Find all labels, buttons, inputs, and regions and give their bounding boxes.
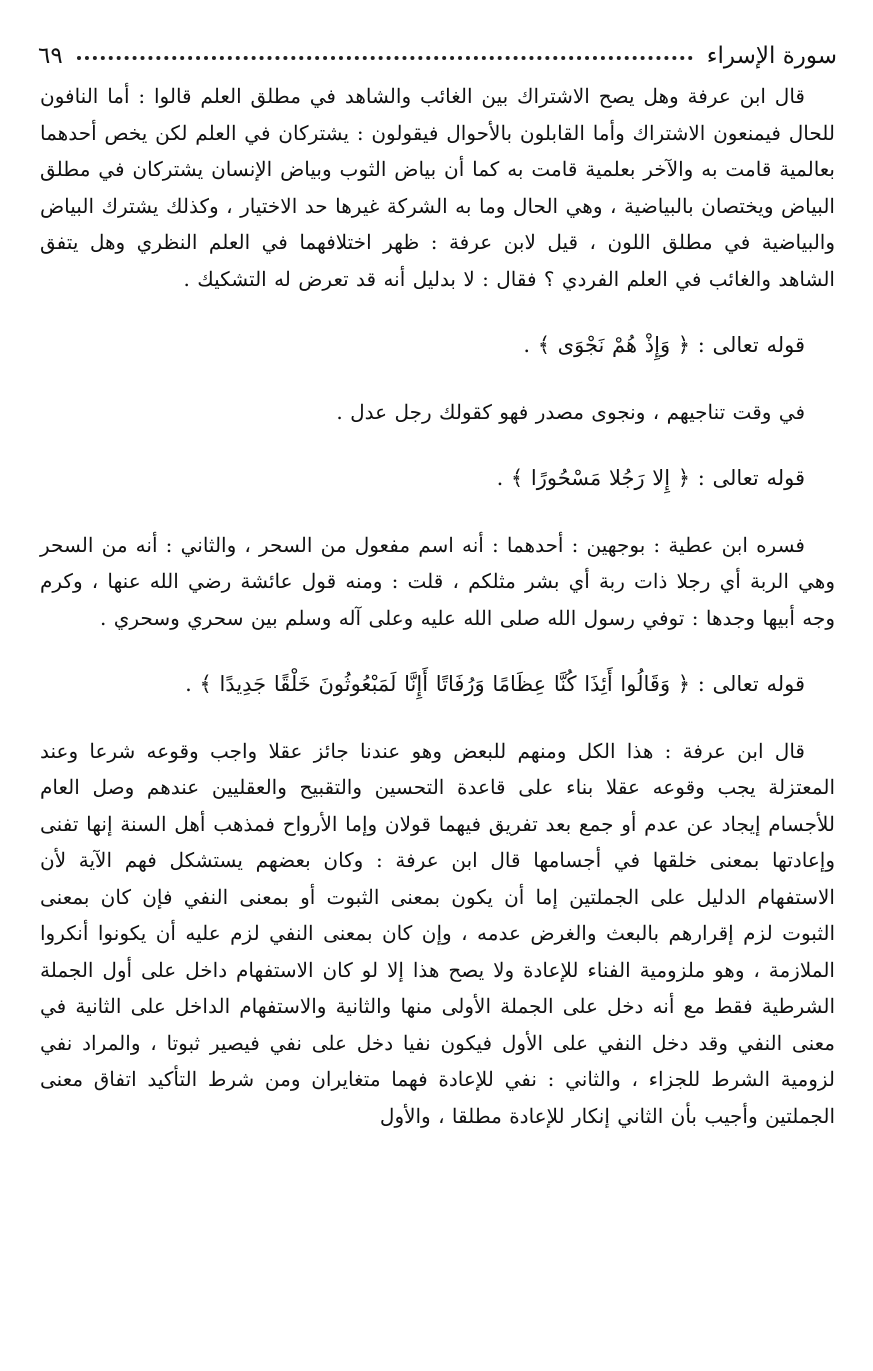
verse-heading-najwa: قوله تعالى : ﴿ وَإِذْ هُمْ نَجْوَى ﴾ . [523,333,805,357]
spacer [40,497,835,527]
paragraph-najwa-explanation: في وقت تناجيهم ، ونجوى مصدر فهو كقولك رجل عدل . [336,399,805,424]
spacer [40,703,835,733]
page-header [38,38,837,74]
paragraph-ibn-arafa-knowledge: قال ابن عرفة وهل يصح الاشتراك بين الغائب والشاهد في مطلق العلم قالوا : أما النافون للحال فيمنعون الاشتراك وأما القابلون بالأحوال فيقولون : يشتركان في العلم لكن يخص أحدهما بعالمية قامت به والآخر بعلمية قامت به كما أن بياض الثوب وبياض الإنسان يشتركان في مطلق البياض ويختصان بالبياضية ، وهي الحال وما به الشركة غيرها حد الاختيار ، وكذلك يشترك البياض والبياضية في مطلق اللون ، قيل لابن عرفة : ظهر اختلافهما في العلم النظري وهل يتفق الشاهد والغائب في العلم الفردي ؟ فقال : لا بدليل أنه قد تعرض له التشكيك . [40,84,835,291]
page-body [40,78,835,1134]
spacer [40,430,835,460]
page-number: ٦٩ [38,43,63,69]
surah-title: سورة الإسراء [706,43,837,69]
verse-heading-izaman: قوله تعالى : ﴿ وَقَالُوا أَئِذَا كُنَّا عِظَامًا وَرُفَاتًا أَإِنَّا لَمَبْعُوثُونَ خَلْقًا جَدِيدًا ﴾ . [185,672,805,696]
paragraph-ibn-atiyya-sihr: فسره ابن عطية : بوجهين : أحدهما : أنه اسم مفعول من السحر ، والثاني : أنه من السحر وهي الربة أي رجلا ذات ربة أي بشر مثلكم ، قلت : ومنه قول عائشة رضي الله عنها ، وكرم وجه أبيها وجدها : توفي رسول الله صلى الله عليه وعلى آله وسلم بين سحري وسحري . [40,532,835,630]
verse-heading-mashura: قوله تعالى : ﴿ إِلا رَجُلا مَسْحُورًا ﴾ . [496,466,805,490]
spacer [40,297,835,327]
header-dotted-leader [77,56,693,60]
spacer [40,364,835,394]
spacer [40,636,835,666]
paragraph-ibn-arafa-resurrection: قال ابن عرفة : هذا الكل ومنهم للبعض وهو عندنا جائز عقلا واجب وقوعه شرعا وعند المعتزلة يجب وقوعه عقلا بناء على قاعدة التحسين والتقبيح والعقليين عندهم وصل العام للأجسام إيجاد عن عدم أو جمع بعد تفريق فيهما قولان وإما الأرواح فمذهب أهل السنة إنها تفنى وإعادتها بمعنى خلقها في أجسامها قال ابن عرفة : وكان بعضهم يستشكل فهم الآية لأن الاستفهام الدليل على الجملتين إما أن يكون بمعنى الثبوت أو بمعنى النفي فإن كان بمعنى الثبوت لزم إقرارهم بالبعث والغرض عدمه ، وإن كان بمعنى النفي لزم عليه أن يكونوا أنكروا الملازمة ، وهو ملزومية الفناء للإعادة ولا يصح هذا إلا لو كان الاستفهام داخل على أول الجملة الشرطية فقط مع أنه دخل على الجملة الأولى منها والثانية والاستفهام الداخل على الثانية في معنى النفي وقد دخل النفي على الأول فيكون نفيا دخل على نفي فيصير ثبوتا ، والمراد نفي لزومية الشرط للجزاء ، والثاني : نفي للإعادة فهما متغايران ومن شرط التأكيد اتفاق معنى الجملتين وأجيب بأن الثاني إنكار للإعادة مطلقا ، والأول [40,738,835,1128]
